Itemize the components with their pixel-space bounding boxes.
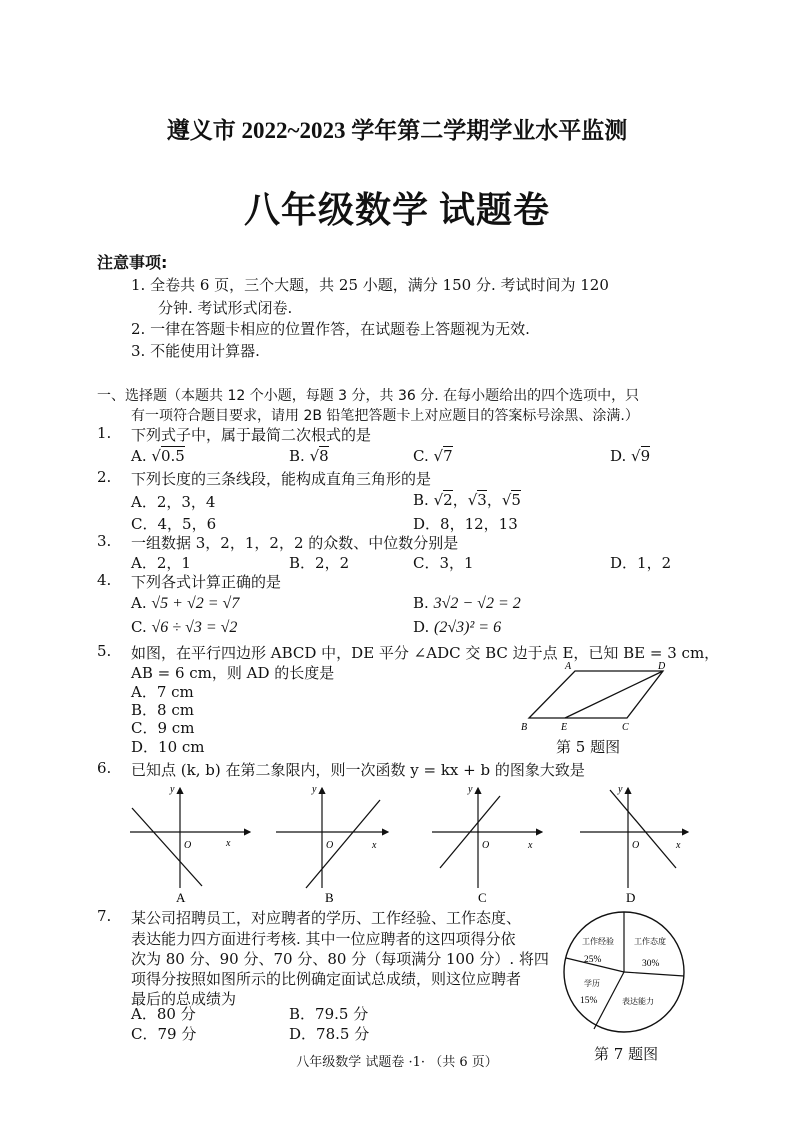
graph-label-d: D [626, 890, 636, 905]
point-label-d: D [658, 661, 666, 672]
graph-label-a: A [176, 890, 186, 905]
pie-value: 30% [642, 959, 660, 969]
q3-stem: 一组数据 3，2，1，2，2 的众数、中位数分别是 [131, 534, 459, 552]
line-graph-d [610, 790, 676, 868]
svg-text:x: x [528, 840, 533, 851]
pie-label: 表达能力 [622, 997, 654, 1006]
q7-stem-line: 项得分按照如图所示的比例确定面试总成绩，则这位应聘者 [131, 970, 522, 988]
svg-text:O: O [632, 840, 640, 851]
q6-number: 6. [97, 759, 112, 777]
graph-a [130, 784, 250, 905]
point-label-b: B [521, 722, 528, 733]
sqrt-icon: √ [631, 447, 641, 465]
note-item: 分钟. 考试形式闭卷. [158, 299, 293, 317]
q5-figure-caption: 第 5 题图 [556, 738, 621, 756]
q6-stem: 已知点 (k, b) 在第二象限内，则一次函数 y = kx + b 的图象大致是 [131, 761, 585, 779]
graph-d [580, 784, 688, 905]
line-graph-a [132, 808, 202, 886]
sqrt-icon: √ [151, 447, 161, 465]
q3-option-c: C．3，1 [413, 554, 474, 572]
q7-stem-line: 表达能力四方面进行考核. 其中一位应聘者的这四项得分依 [131, 930, 516, 948]
point-label-e: E [561, 722, 568, 733]
q5-stem-line2: AB = 6 cm，则 AD 的长度是 [131, 664, 335, 682]
point-label-a: A [565, 661, 572, 672]
graph-b [276, 784, 388, 905]
q2-option-b: B. √2，√3，√5 [413, 491, 521, 509]
sqrt-icon: √ [309, 447, 320, 465]
q1-option-d: D. √9 [610, 447, 651, 465]
q1-option-a: A. √0.5 [131, 447, 185, 465]
q4-option-c: C. √6 ÷ √3 = √2 [131, 618, 238, 636]
q7-stem-line: 次为 80 分、90 分、70 分、80 分（每项满分 100 分）. 将四 [131, 950, 549, 968]
svg-text:O: O [482, 840, 490, 851]
pie-label: 工作经验 [582, 937, 614, 946]
q7-option-c: C．79 分 [131, 1025, 197, 1043]
line-graph-b [306, 800, 380, 888]
q5-option-b: B．8 cm [131, 701, 194, 719]
q3-option-d: D．1，2 [610, 554, 672, 572]
pie-value: 25% [584, 955, 602, 965]
q7-pie-chart [560, 908, 690, 1038]
parallelogram-abcd [529, 671, 663, 718]
pie-value: 15% [580, 996, 598, 1006]
q1-option-b: B. √8 [289, 447, 329, 465]
q4-stem: 下列各式计算正确的是 [131, 573, 282, 591]
q1-number: 1. [97, 424, 112, 442]
q4-number: 4. [97, 571, 112, 589]
pie-label: 工作态度 [634, 937, 666, 946]
sqrt-icon: √ [433, 447, 444, 465]
svg-text:y: y [170, 784, 175, 795]
notes-heading: 注意事项: [97, 253, 168, 272]
graph-label-b: B [325, 890, 334, 905]
q5-option-a: A．7 cm [131, 683, 194, 701]
q5-number: 5. [97, 642, 112, 660]
note-item: 3. 不能使用计算器. [131, 342, 260, 360]
section-heading: 一、选择题（本题共 12 个小题，每题 3 分，共 36 分. 在每小题给出的四个选项中，只 [97, 388, 640, 404]
q2-option-d: D．8，12，13 [413, 515, 518, 533]
q7-option-d: D．78.5 分 [289, 1025, 370, 1043]
segment-de [565, 671, 663, 718]
q2-option-a: A．2，3，4 [131, 493, 216, 511]
q3-option-b: B．2，2 [289, 554, 350, 572]
q4-option-b: B. 3√2 − √2 = 2 [413, 594, 521, 612]
q4-option-a: A. √5 + √2 = √7 [131, 594, 240, 612]
svg-text:x: x [226, 838, 231, 849]
section-heading-2: 有一项符合题目要求，请用 2B 铅笔把答题卡上对应题目的答案标号涂黑、涂满.） [131, 408, 639, 424]
q2-number: 2. [97, 468, 112, 486]
q5-option-c: C．9 cm [131, 719, 195, 737]
q2-option-c: C．4，5，6 [131, 515, 217, 533]
q1-option-c: C. √7 [413, 447, 453, 465]
page-footer: 八年级数学 试题卷 ·1· （共 6 页） [296, 1055, 498, 1070]
q5-parallelogram-figure [515, 660, 675, 735]
q7-figure-caption: 第 7 题图 [594, 1045, 659, 1063]
svg-text:y: y [618, 784, 623, 795]
q6-graphs [110, 778, 710, 906]
exam-title: 遵义市 2022~2023 学年第二学期学业水平监测 [166, 118, 628, 143]
q4-option-d: D. (2√3)² = 6 [413, 618, 502, 636]
note-item: 2. 一律在答题卡相应的位置作答，在试题卷上答题视为无效. [131, 320, 530, 338]
q7-option-b: B．79.5 分 [289, 1005, 369, 1023]
point-label-c: C [622, 722, 629, 733]
pie-label: 学历 [584, 979, 600, 988]
q3-option-a: A．2，1 [131, 554, 191, 572]
note-item: 1. 全卷共 6 页，三个大题，共 25 小题，满分 150 分. 考试时间为 120 [131, 276, 609, 294]
q1-stem: 下列式子中，属于最简二次根式的是 [131, 426, 372, 444]
q2-stem: 下列长度的三条线段，能构成直角三角形的是 [131, 470, 432, 488]
q5-option-d: D．10 cm [131, 738, 205, 756]
svg-text:O: O [184, 840, 192, 851]
q7-stem-line: 最后的总成绩为 [131, 990, 237, 1008]
graph-c [432, 784, 542, 905]
svg-text:x: x [676, 840, 681, 851]
q7-number: 7. [97, 907, 112, 925]
q3-number: 3. [97, 532, 112, 550]
svg-text:x: x [372, 840, 377, 851]
q7-stem-line: 某公司招聘员工，对应聘者的学历、工作经验、工作态度、 [131, 909, 522, 927]
svg-text:O: O [326, 840, 334, 851]
q5-stem-line1: 如图，在平行四边形 ABCD 中，DE 平分 ∠ADC 交 BC 边于点 E，已知 BE = 3 cm， [131, 644, 720, 662]
svg-text:y: y [468, 784, 473, 795]
q7-option-a: A．80 分 [131, 1005, 196, 1023]
svg-text:y: y [312, 784, 317, 795]
graph-label-c: C [478, 890, 487, 905]
paper-title: 八年级数学 试题卷 [243, 190, 550, 230]
